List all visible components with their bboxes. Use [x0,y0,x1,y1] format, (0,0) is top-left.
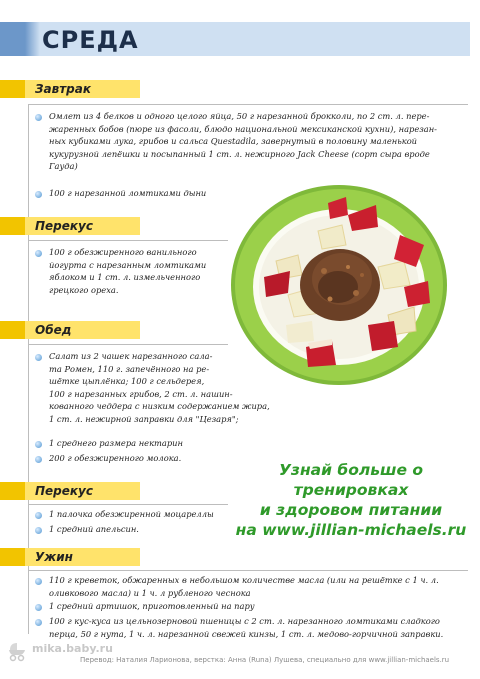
section-heading-label: Обед [35,323,72,337]
list-item: 1 палочка обезжиренной моцареллы [49,509,214,519]
section-heading-label: Перекус [35,219,93,233]
page-title: СРЕДА [42,26,139,54]
list-item: 1 среднего размера нектарин [49,438,183,448]
blue-circle-bullet-icon [35,578,42,585]
list-item: Омлет из 4 белков и одного целого яйца, 50 г нарезанной брокколи, по 2 ст. л. пере- жаренных бобов (пюре из фасоли, блюдо национальной мексиканской кухни), нарезан- ных кубиками лука, грибов и сальса Questadila, завернутый в половину маленькой кукурузной лепёшки и посыпанный 1 ст. л. нежирного Jack Cheese (сорт сыра вроде Гауда) [49,111,437,171]
blue-circle-bullet-icon [35,619,42,626]
blue-circle-bullet-icon [35,512,42,519]
blue-circle-bullet-icon [35,114,42,121]
section-heading-snack [0,217,140,235]
section-rule [28,504,228,505]
blue-circle-bullet-icon [35,456,42,463]
list-item: 100 г обезжиренного ванильного йогурта с нарезанным ломтиками яблоком и 1 ст. л. измельченного грецкого ореха. [49,247,207,295]
stroller-icon [6,640,28,662]
blue-circle-bullet-icon [35,191,42,198]
section-marker [0,321,25,339]
section-marker [0,80,25,98]
section-rule [28,240,228,241]
promo-text: Узнай больше о тренировках и здоровом питании на www.jillian-michaels.ru [226,460,476,540]
blue-circle-bullet-icon [35,441,42,448]
blue-circle-bullet-icon [35,354,42,361]
section-heading-label: Завтрак [35,82,92,96]
list-item: 110 г креветок, обжаренных в небольшом количестве масла (или на решётке с 1 ч. л. оливкового масла) и 1 ч. л рубленого чеснока [49,575,439,598]
list-item: Салат из 2 чашек нарезанного сала- та Ромен, 110 г. запечённого на ре- шётке цыплёнка; 100 г сельдерея, 100 г нарезанных грибов, 2 ст. л. нашин- кованного чеддера с низким содержанием жира, 1 ст. л. нежирной заправки для "Цезаря"; [49,351,270,424]
blue-circle-bullet-icon [35,250,42,257]
blue-circle-bullet-icon [35,604,42,611]
watermark: mika.baby.ru [32,642,113,655]
section-heading-label: Перекус [35,484,93,498]
section-heading-label: Ужин [35,550,73,564]
blue-circle-bullet-icon [35,527,42,534]
section-heading-dinner [0,548,140,566]
footer-credits: Перевод: Наталия Ларионова, верстка: Анна (Runa) Лушева, специально для www.jillian-michaels.ru [80,656,450,664]
list-item: 200 г обезжиренного молока. [49,453,182,463]
section-marker [0,548,25,566]
list-item: 1 средний артишок, приготовленный на пару [49,601,255,611]
section-heading-breakfast [0,80,140,98]
section-marker [0,217,25,235]
section-rule [28,570,468,571]
section-rule [28,104,468,105]
list-item: 100 г кус-куса из цельнозерновой пшеницы с 2 ст. л. нарезанного ломтиками сладкого перца, 50 г нута, 1 ч. л. нарезанной свежей кинзы, 1 ст. л. медово-горчичной заправки. [49,616,444,639]
section-heading-snack [0,482,140,500]
section-marker [0,482,25,500]
list-item: 1 средний апельсин. [49,524,139,534]
section-heading-lunch [0,321,140,339]
section-rule [28,344,228,345]
promo-link[interactable]: на www.jillian-michaels.ru [235,521,467,539]
list-item: 100 г нарезанной ломтиками дыни [49,188,207,198]
